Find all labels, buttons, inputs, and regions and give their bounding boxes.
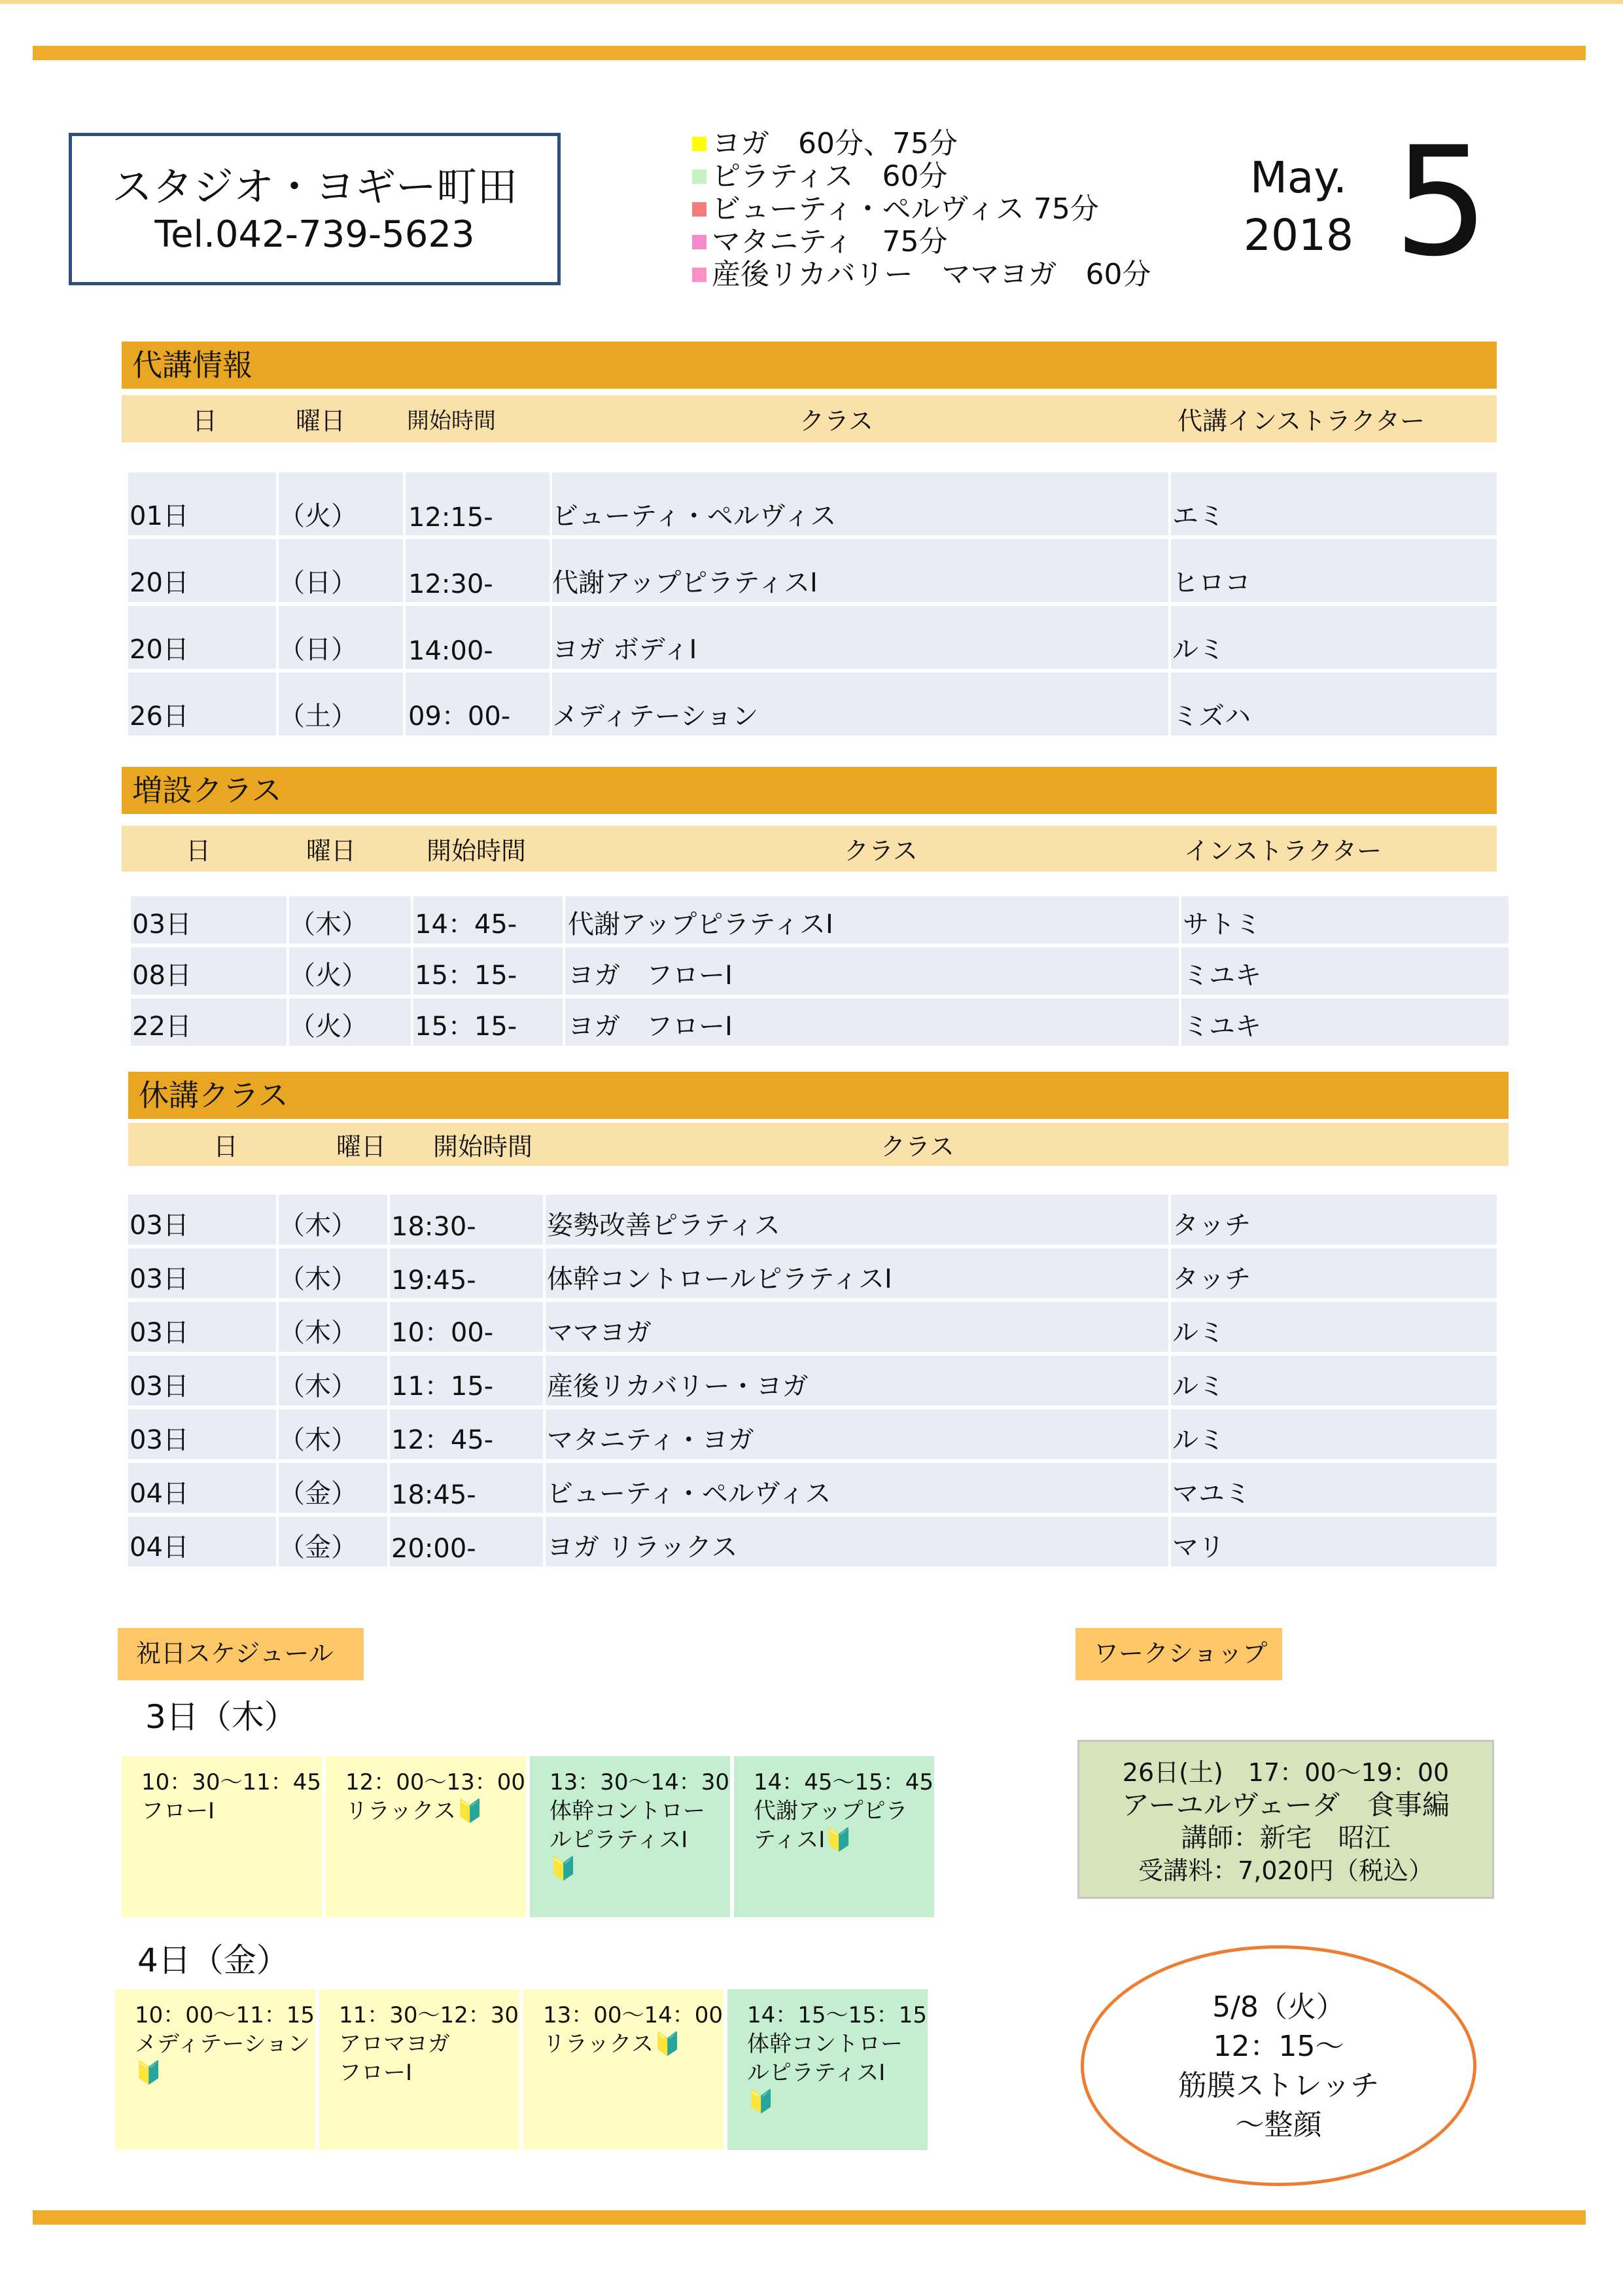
holiday-class-name: ルピラティスⅠ bbox=[747, 2060, 886, 2086]
cell-class: 代謝アップピラティスⅠ bbox=[552, 568, 818, 598]
cell-instructor: タッチ bbox=[1172, 1210, 1251, 1241]
top-accent-line bbox=[0, 0, 1623, 4]
cell-weekday: （木） bbox=[279, 1371, 357, 1402]
cell-class: マタニティ・ヨガ bbox=[547, 1425, 754, 1455]
table-row bbox=[128, 1302, 1497, 1352]
col-start-time: 開始時間 bbox=[427, 836, 527, 866]
legend-label: ヨガ 60分、75分 bbox=[712, 127, 958, 160]
cell-start-time: 12：45- bbox=[391, 1425, 494, 1455]
cell-instructor: ルミ bbox=[1172, 1371, 1225, 1402]
holiday-day-title: 3日（木） bbox=[145, 1698, 297, 1736]
cell-weekday: （火） bbox=[289, 961, 368, 991]
cell-instructor: エミ bbox=[1172, 501, 1225, 531]
cell-start-time: 14:00- bbox=[408, 636, 493, 666]
cell-weekday: （日） bbox=[279, 635, 357, 665]
legend-color-swatch bbox=[692, 268, 707, 282]
table-row bbox=[128, 673, 1497, 735]
holiday-class-name: アロマヨガ bbox=[339, 2031, 450, 2057]
cell-class: ヨガ リラックス bbox=[547, 1532, 738, 1563]
legend-color-swatch bbox=[692, 137, 707, 151]
cell-instructor: ミユキ bbox=[1183, 1012, 1261, 1042]
table-row bbox=[128, 1248, 1497, 1298]
column-divider bbox=[543, 1302, 546, 1352]
column-divider bbox=[563, 896, 565, 944]
col-start-time: 開始時間 bbox=[407, 408, 496, 434]
column-divider bbox=[1179, 947, 1181, 995]
cell-weekday: （木） bbox=[289, 910, 368, 940]
col-weekday: 曜日 bbox=[296, 406, 346, 436]
event-title: 筋膜ストレッチ bbox=[1178, 2069, 1380, 2102]
cell-class: ヨガ ボディⅠ bbox=[552, 635, 697, 665]
column-divider bbox=[543, 1248, 546, 1298]
column-divider bbox=[1168, 539, 1171, 602]
table-row bbox=[128, 606, 1497, 669]
table-row bbox=[128, 1195, 1497, 1245]
cell-start-time: 15：15- bbox=[415, 961, 517, 991]
column-divider bbox=[1168, 606, 1171, 669]
holiday-class-time: 13：00〜14：00 bbox=[543, 2002, 724, 2028]
table-row bbox=[128, 539, 1497, 602]
table-row bbox=[128, 1463, 1497, 1513]
workshop-tag: ワークショップ bbox=[1075, 1628, 1282, 1680]
table-row bbox=[128, 472, 1497, 535]
cell-class: ヨガ フローⅠ bbox=[568, 1012, 733, 1042]
cell-start-time: 12:15- bbox=[408, 503, 493, 533]
workshop-instructor: 講師：新宅 昭江 bbox=[1181, 1823, 1391, 1853]
cell-day: 22日 bbox=[132, 1012, 192, 1042]
cell-weekday: （木） bbox=[279, 1210, 357, 1241]
month-year bbox=[1230, 149, 1367, 264]
holiday-class-cell bbox=[734, 1756, 934, 1917]
holiday-schedule-tag: 祝日スケジュール bbox=[118, 1628, 364, 1680]
substitute-section-title: 代講情報 bbox=[122, 342, 1497, 389]
added-table-header bbox=[122, 826, 1497, 872]
workshop-title: アーユルヴェーダ 食事編 bbox=[1121, 1789, 1450, 1821]
class-legend bbox=[692, 128, 1151, 291]
cell-start-time: 12:30- bbox=[408, 569, 493, 599]
cell-weekday: （木） bbox=[279, 1264, 357, 1294]
cell-start-time: 19:45- bbox=[391, 1265, 476, 1296]
cell-instructor: マユミ bbox=[1172, 1479, 1251, 1509]
cell-start-time: 11：15- bbox=[391, 1371, 494, 1402]
cell-day: 03日 bbox=[130, 1371, 189, 1402]
col-day: 日 bbox=[213, 1132, 239, 1161]
cell-start-time: 20:00- bbox=[391, 1534, 476, 1564]
cell-day: 04日 bbox=[130, 1532, 189, 1563]
event-ellipse bbox=[1081, 1945, 1476, 2186]
holiday-class-name: リラックス🔰 bbox=[543, 2031, 682, 2057]
table-row bbox=[131, 998, 1509, 1046]
cell-instructor: タッチ bbox=[1172, 1264, 1251, 1294]
cell-day: 20日 bbox=[130, 568, 189, 598]
holiday-class-name: フローⅠ bbox=[339, 2060, 413, 2086]
cell-instructor: ヒロコ bbox=[1172, 568, 1251, 598]
column-divider bbox=[387, 1195, 390, 1245]
cell-day: 03日 bbox=[130, 1318, 189, 1348]
event-time: 12：15〜 bbox=[1213, 2030, 1344, 2063]
column-divider bbox=[403, 606, 406, 669]
cell-weekday: （土） bbox=[279, 701, 357, 732]
column-divider bbox=[387, 1409, 390, 1459]
column-divider bbox=[403, 673, 406, 735]
holiday-class-name: 🔰 bbox=[747, 2089, 775, 2115]
holiday-class-name: ティスⅠ🔰 bbox=[754, 1827, 853, 1853]
cancelled-table-header bbox=[128, 1123, 1509, 1166]
cell-instructor: ルミ bbox=[1172, 635, 1225, 665]
cell-weekday: （金） bbox=[279, 1479, 357, 1509]
column-divider bbox=[543, 1195, 546, 1245]
col-instructor: インストラクター bbox=[1184, 836, 1382, 866]
column-divider bbox=[387, 1517, 390, 1566]
added-section-title: 増設クラス bbox=[122, 767, 1497, 814]
event-date: 5/8（火） bbox=[1212, 1990, 1345, 2024]
holiday-class-name: 🔰 bbox=[135, 2060, 163, 2086]
holiday-day-title: 4日（金） bbox=[137, 1941, 289, 1979]
cell-day: 26日 bbox=[130, 701, 189, 732]
table-row bbox=[128, 1409, 1497, 1459]
cell-weekday: （火） bbox=[279, 501, 357, 531]
column-divider bbox=[543, 1356, 546, 1405]
legend-item bbox=[692, 128, 1151, 160]
column-divider bbox=[1168, 1302, 1171, 1352]
col-class: クラス bbox=[881, 1132, 954, 1161]
cell-start-time: 18:30- bbox=[391, 1212, 476, 1242]
studio-name: スタジオ・ヨギー町田 bbox=[111, 163, 517, 211]
cell-weekday: （木） bbox=[279, 1318, 357, 1348]
year-label: 2018 bbox=[1244, 210, 1353, 260]
cell-weekday: （火） bbox=[289, 1012, 368, 1042]
top-orange-bar bbox=[33, 46, 1586, 60]
legend-label: マタニティ 75分 bbox=[712, 225, 948, 258]
col-start-time: 開始時間 bbox=[433, 1132, 533, 1161]
cell-class: メディテーション bbox=[552, 701, 759, 732]
cell-day: 01日 bbox=[130, 501, 189, 531]
col-weekday: 曜日 bbox=[336, 1132, 387, 1161]
holiday-class-time: 14：15〜15：15 bbox=[747, 2002, 928, 2028]
column-divider bbox=[543, 1517, 546, 1566]
holiday-class-cell bbox=[523, 1989, 724, 2150]
legend-item bbox=[692, 193, 1151, 226]
cell-class: 産後リカバリー・ヨガ bbox=[547, 1371, 809, 1402]
holiday-class-time: 14：45〜15：45 bbox=[754, 1769, 934, 1795]
holiday-class-cell bbox=[530, 1756, 730, 1917]
cell-instructor: マリ bbox=[1172, 1532, 1225, 1563]
column-divider bbox=[1168, 673, 1171, 735]
column-divider bbox=[411, 896, 413, 944]
cell-class: 代謝アップピラティスⅠ bbox=[568, 910, 833, 940]
holiday-class-time: 10：00〜11：15 bbox=[135, 2002, 315, 2028]
col-day: 日 bbox=[192, 406, 218, 436]
legend-label: 産後リカバリー ママヨガ 60分 bbox=[712, 258, 1151, 291]
cell-day: 03日 bbox=[132, 910, 192, 940]
column-divider bbox=[563, 947, 565, 995]
cell-class: ビューティ・ペルヴィス bbox=[552, 501, 837, 531]
column-divider bbox=[563, 998, 565, 1046]
column-divider bbox=[1168, 1517, 1171, 1566]
holiday-class-time: 12：00〜13：00 bbox=[345, 1769, 526, 1795]
cell-class: ビューティ・ペルヴィス bbox=[547, 1479, 831, 1509]
column-divider bbox=[387, 1356, 390, 1405]
holiday-class-name: フローⅠ bbox=[141, 1798, 215, 1824]
table-row bbox=[131, 947, 1509, 995]
cell-instructor: ルミ bbox=[1172, 1425, 1225, 1455]
holiday-class-name: 🔰 bbox=[550, 1856, 578, 1882]
column-divider bbox=[387, 1248, 390, 1298]
cell-day: 03日 bbox=[130, 1425, 189, 1455]
cell-instructor: ミユキ bbox=[1183, 961, 1261, 991]
column-divider bbox=[543, 1463, 546, 1513]
cell-instructor: サトミ bbox=[1183, 910, 1261, 940]
column-divider bbox=[387, 1463, 390, 1513]
cell-instructor: ミズハ bbox=[1172, 701, 1251, 732]
column-divider bbox=[1168, 1356, 1171, 1405]
cell-start-time: 14：45- bbox=[415, 910, 517, 940]
column-divider bbox=[411, 947, 413, 995]
cell-instructor: ルミ bbox=[1172, 1318, 1225, 1348]
cell-start-time: 18:45- bbox=[391, 1480, 476, 1510]
cell-day: 04日 bbox=[130, 1479, 189, 1509]
holiday-class-time: 13：30〜14：30 bbox=[550, 1769, 730, 1795]
workshop-fee: 受講料：7,020円（税込） bbox=[1138, 1856, 1433, 1885]
workshop-date-time: 26日(土) 17：00〜19：00 bbox=[1122, 1758, 1450, 1787]
legend-color-swatch bbox=[692, 235, 707, 249]
holiday-class-cell bbox=[122, 1756, 322, 1917]
bottom-orange-bar bbox=[33, 2210, 1586, 2225]
col-substitute-instructor: 代講インストラクター bbox=[1178, 406, 1425, 436]
column-divider bbox=[411, 998, 413, 1046]
cell-class: 体幹コントロールピラティスⅠ bbox=[547, 1264, 892, 1294]
legend-item bbox=[692, 160, 1151, 193]
cell-start-time: 10：00- bbox=[391, 1318, 494, 1348]
month-number: 5 bbox=[1393, 115, 1490, 290]
holiday-class-cell bbox=[319, 1989, 519, 2150]
cancelled-section-title: 休講クラス bbox=[128, 1072, 1509, 1119]
column-divider bbox=[1168, 1248, 1171, 1298]
cell-day: 03日 bbox=[130, 1210, 189, 1241]
cell-class: 姿勢改善ピラティス bbox=[547, 1210, 780, 1241]
column-divider bbox=[1168, 1195, 1171, 1245]
event-subtitle: 〜整顔 bbox=[1235, 2108, 1322, 2142]
cell-weekday: （木） bbox=[279, 1425, 357, 1455]
column-divider bbox=[403, 539, 406, 602]
legend-item bbox=[692, 258, 1151, 291]
table-row bbox=[128, 1356, 1497, 1405]
legend-item bbox=[692, 226, 1151, 258]
col-weekday: 曜日 bbox=[306, 836, 357, 866]
cell-class: ママヨガ bbox=[547, 1318, 652, 1348]
col-class: クラス bbox=[844, 836, 918, 866]
holiday-class-name: 代謝アップピラ bbox=[754, 1798, 908, 1824]
workshop-box bbox=[1077, 1740, 1494, 1899]
legend-label: ピラティス 60分 bbox=[712, 160, 948, 193]
holiday-class-time: 10：30〜11：45 bbox=[141, 1769, 322, 1795]
holiday-class-name: ルピラティスⅠ bbox=[550, 1827, 688, 1853]
column-divider bbox=[1168, 1463, 1171, 1513]
substitute-table-header bbox=[122, 395, 1497, 442]
column-divider bbox=[403, 472, 406, 535]
holiday-class-name: リラックス🔰 bbox=[345, 1798, 484, 1824]
cell-weekday: （日） bbox=[279, 568, 357, 598]
cell-start-time: 09：00- bbox=[408, 701, 511, 732]
col-class: クラス bbox=[799, 406, 873, 436]
holiday-class-time: 11：30〜12：30 bbox=[339, 2002, 519, 2028]
holiday-class-name: 体幹コントロー bbox=[550, 1798, 705, 1824]
month-label: May. bbox=[1249, 152, 1348, 203]
column-divider bbox=[1168, 1409, 1171, 1459]
cell-start-time: 15：15- bbox=[415, 1012, 517, 1042]
column-divider bbox=[543, 1409, 546, 1459]
holiday-class-cell bbox=[727, 1989, 928, 2150]
holiday-class-name: メディテーション bbox=[135, 2031, 310, 2057]
column-divider bbox=[387, 1302, 390, 1352]
cell-weekday: （金） bbox=[279, 1532, 357, 1563]
column-divider bbox=[1168, 472, 1171, 535]
legend-color-swatch bbox=[692, 169, 707, 184]
table-row bbox=[128, 1517, 1497, 1566]
column-divider bbox=[1179, 998, 1181, 1046]
cell-class: ヨガ フローⅠ bbox=[568, 961, 733, 991]
table-row bbox=[131, 896, 1509, 944]
holiday-class-cell bbox=[326, 1756, 526, 1917]
cell-day: 08日 bbox=[132, 961, 192, 991]
legend-label: ビューティ・ペルヴィス 75分 bbox=[712, 192, 1099, 226]
col-day: 日 bbox=[186, 836, 211, 866]
studio-tel: Tel.042-739-5623 bbox=[154, 213, 475, 256]
holiday-class-name: 体幹コントロー bbox=[747, 2031, 903, 2057]
cell-day: 20日 bbox=[130, 635, 189, 665]
holiday-class-cell bbox=[115, 1989, 315, 2150]
studio-info-box bbox=[69, 133, 561, 285]
column-divider bbox=[1179, 896, 1181, 944]
legend-color-swatch bbox=[692, 202, 707, 217]
cell-day: 03日 bbox=[130, 1264, 189, 1294]
